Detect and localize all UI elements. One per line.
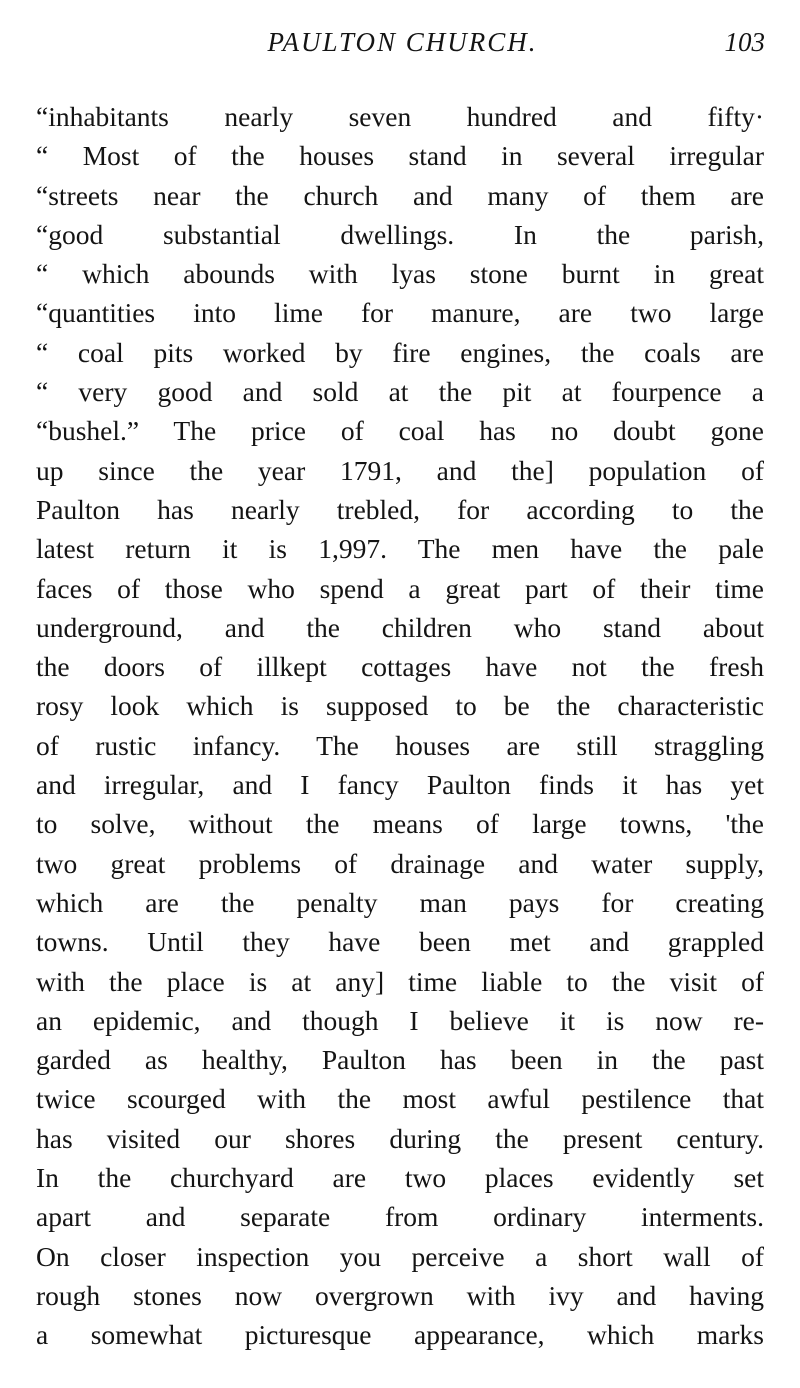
running-head bbox=[40, 24, 765, 64]
text-line: In the churchyard are two places evidently set bbox=[36, 1162, 764, 1194]
text-line: “ Most of the houses stand in several irregular bbox=[36, 140, 764, 172]
text-line: two great problems of drainage and water supply, bbox=[36, 847, 764, 879]
text-line: an epidemic, and though I believe it is now re- bbox=[36, 1004, 764, 1036]
text-line: “ coal pits worked by fire engines, the coals are bbox=[36, 336, 764, 368]
page-number: 103 bbox=[724, 27, 765, 57]
text-line: apart and separate from ordinary interments. bbox=[36, 1201, 764, 1233]
text-line: latest return it is 1,997. The men have the pale bbox=[36, 533, 764, 565]
text-line: “inhabitants nearly seven hundred and fifty· bbox=[36, 101, 764, 132]
text-line: Paulton has nearly trebled, for according to the bbox=[36, 493, 764, 525]
text-line: twice scourged with the most awful pestilence that bbox=[36, 1083, 764, 1115]
text-line: to solve, without the means of large towns, 'the bbox=[36, 808, 764, 840]
text-line: the doors of illkept cottages have not the fresh bbox=[36, 651, 764, 683]
text-line: “good substantial dwellings. In the parish, bbox=[36, 218, 764, 250]
text-line: has visited our shores during the present century. bbox=[36, 1122, 764, 1154]
text-line: underground, and the children who stand about bbox=[36, 611, 764, 643]
text-line: faces of those who spend a great part of their time bbox=[36, 572, 764, 604]
text-line: of rustic infancy. The houses are still straggling bbox=[36, 729, 764, 761]
text-line: rough stones now overgrown with ivy and having bbox=[36, 1279, 764, 1311]
text-line: “ which abounds with lyas stone burnt in great bbox=[36, 258, 764, 290]
text-line: “ very good and sold at the pit at fourpence a bbox=[36, 376, 764, 408]
text-line: a somewhat picturesque appearance, which marks bbox=[36, 1319, 764, 1351]
body-text bbox=[36, 97, 764, 1355]
text-line: up since the year 1791, and the] population of bbox=[36, 454, 764, 486]
text-line: which are the penalty man pays for creating bbox=[36, 886, 764, 918]
text-line: “quantities into lime for manure, are two large bbox=[36, 297, 764, 329]
text-line: rosy look which is supposed to be the characteristic bbox=[36, 690, 764, 722]
text-line: On closer inspection you perceive a short wall of bbox=[36, 1240, 764, 1272]
text-line: garded as healthy, Paulton has been in the past bbox=[36, 1044, 764, 1076]
text-line: “bushel.” The price of coal has no doubt gone bbox=[36, 415, 764, 447]
text-line: towns. Until they have been met and grappled bbox=[36, 926, 764, 958]
text-line: and irregular, and I fancy Paulton finds it has yet bbox=[36, 769, 764, 801]
text-line: “streets near the church and many of them are bbox=[36, 179, 764, 211]
running-title: PAULTON CHURCH. bbox=[267, 27, 538, 57]
text-line: with the place is at any] time liable to the visit of bbox=[36, 965, 764, 997]
